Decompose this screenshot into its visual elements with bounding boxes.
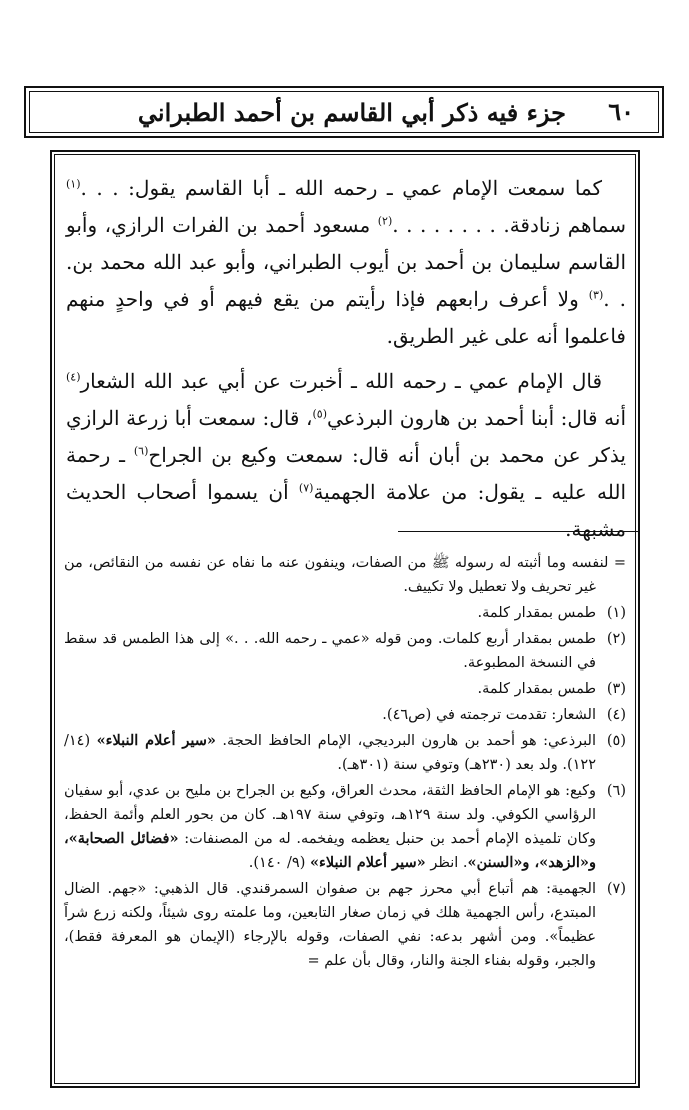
footnote-5 (64, 729, 626, 777)
footnote-ref-1: (١) (66, 177, 81, 191)
header-title: جزء فيه ذكر أبي القاسم بن أحمد الطبراني (137, 98, 566, 127)
footnote-ref-4: (٤) (66, 370, 81, 384)
footnotes (64, 551, 626, 975)
footnote-number: (٣) (606, 681, 626, 697)
p2-text-a: قال الإمام عمي ـ رحمه الله ـ أخبرت عن أبي عبد الله الشعار (80, 369, 602, 393)
footnote-number: (١) (606, 605, 626, 621)
p1-text-a: كما سمعت الإمام عمي ـ رحمه الله ـ أبا القاسم يقول: . . . (80, 176, 602, 200)
p1-text-d: ولا أعرف رابعهم فإذا رأيتم من يقع فيهم أو في واحدٍ منهم فاعلموا أنه على غير الطريق. (66, 287, 626, 348)
footnote-text: الشعار: تقدمت ترجمته في (ص٤٦). (382, 707, 596, 723)
footnote-text: طمس بمقدار أربع كلمات. ومن قوله «عمي ـ رحمه الله. . .» إلى هذا الطمس قد سقط في النسخة المطبوعة. (64, 631, 596, 671)
footnote-number: (٤) (606, 707, 626, 723)
p2-text-c: ، قال: سمعت أبا زرعة الرازي يذكر عن محمد بن أبان أنه قال: سمعت وكيع بن الجراح (66, 406, 626, 467)
footnote-continuation: = لنفسه وما أثبته له رسوله ﷺ من الصفات، وينفون عنه ما نفاه عن نفسه من النقائص، من غير تحريف ولا تعطيل ولا تكييف. (64, 555, 626, 595)
footnote-4 (64, 703, 626, 727)
main-text (66, 170, 626, 556)
p1-text-c: مسعود أحمد بن الفرات الرازي، وأبو القاسم سليمان بن أحمد بن أيوب الطبراني، وأبو عبد الله محمد بن. . . (66, 213, 626, 311)
footnote-text: طمس بمقدار كلمة. (477, 681, 596, 697)
paragraph-2 (66, 363, 626, 548)
footnote-number: (٢) (606, 631, 626, 647)
footnote-7 (64, 877, 626, 973)
footnote-text: طمس بمقدار كلمة. (477, 605, 596, 621)
p2-text-e: أن يسموا أصحاب الحديث مشبهة. (66, 480, 626, 541)
footnote-ref-2: (٢) (377, 214, 393, 228)
paragraph-1 (66, 170, 626, 355)
footnote-ref-6: (٦) (133, 444, 149, 458)
p2-text-d: ـ رحمة الله عليه ـ يقول: من علامة الجهمية (66, 443, 626, 504)
footnote-text: الجهمية: هم أتباع أبي محرز جهم بن صفوان السمرقندي. قال الذهبي: «جهم. الضال المبتدع، رأس الجهمية هلك في زمان صغار التابعين، وما علمته روى شيئاً، ولكنه زرع شراً عظيماً». ومن أشهر بدعه: نفي الصفات، وقوله بالإرجاء (الإيمان هو المعرفة فقط)، والجبر، وقوله بفناء الجنة والنار، وقال بأن علم = (64, 881, 596, 969)
footnote-number: (٥) (606, 733, 626, 749)
running-header (24, 86, 664, 138)
book-titles: «فضائل الصحابة»، و«الزهد»، و«السنن» (64, 830, 596, 871)
footnote-number: (٦) (606, 783, 626, 799)
footnote-text: البرذعي: هو أحمد بن هارون البرديجي، الإمام الحافظ الحجة. «سير أعلام النبلاء» (١٤/ ١٢٢). ولد بعد (٢٣٠هـ) وتوفي سنة (٣٠١هـ). (64, 732, 596, 773)
footnote-6 (64, 779, 626, 875)
page-number: ٦٠ (608, 97, 634, 126)
p2-text-b: أنه قال: أبنا أحمد بن هارون البرذعي (327, 406, 626, 430)
footnote-ref-7: (٧) (298, 481, 314, 495)
footnote-number: (٧) (606, 881, 626, 897)
footnote-1 (64, 601, 626, 625)
footnote-text: وكيع: هو الإمام الحافظ الثقة، محدث العراق، وكيع بن الجراح بن مليح بن عدي، أبو سفيان الرؤاسي الكوفي. ولد سنة ١٢٩هـ، وتوفي سنة ١٩٧هـ. كان من بحور العلم وأئمة الحفظ، وكان تلميذه الإمام أحمد بن حنبل يعظمه ويفخمه. له من المصنفات: «فضائل الصحابة»، و«الزهد»، و«السنن». انظر «سير أعلام النبلاء» (٩/ ١٤٠). (64, 783, 596, 871)
footnote-separator (398, 531, 638, 532)
book-title: «سير أعلام النبلاء» (96, 732, 216, 749)
book-title: «سير أعلام النبلاء» (309, 854, 426, 871)
p1-text-b: سماهم زنادقة. . . . . . . . . (392, 213, 627, 237)
footnote-3 (64, 677, 626, 701)
footnote-ref-5: (٥) (312, 407, 328, 421)
footnote-ref-3: (٣) (588, 288, 604, 302)
footnote-2 (64, 627, 626, 675)
